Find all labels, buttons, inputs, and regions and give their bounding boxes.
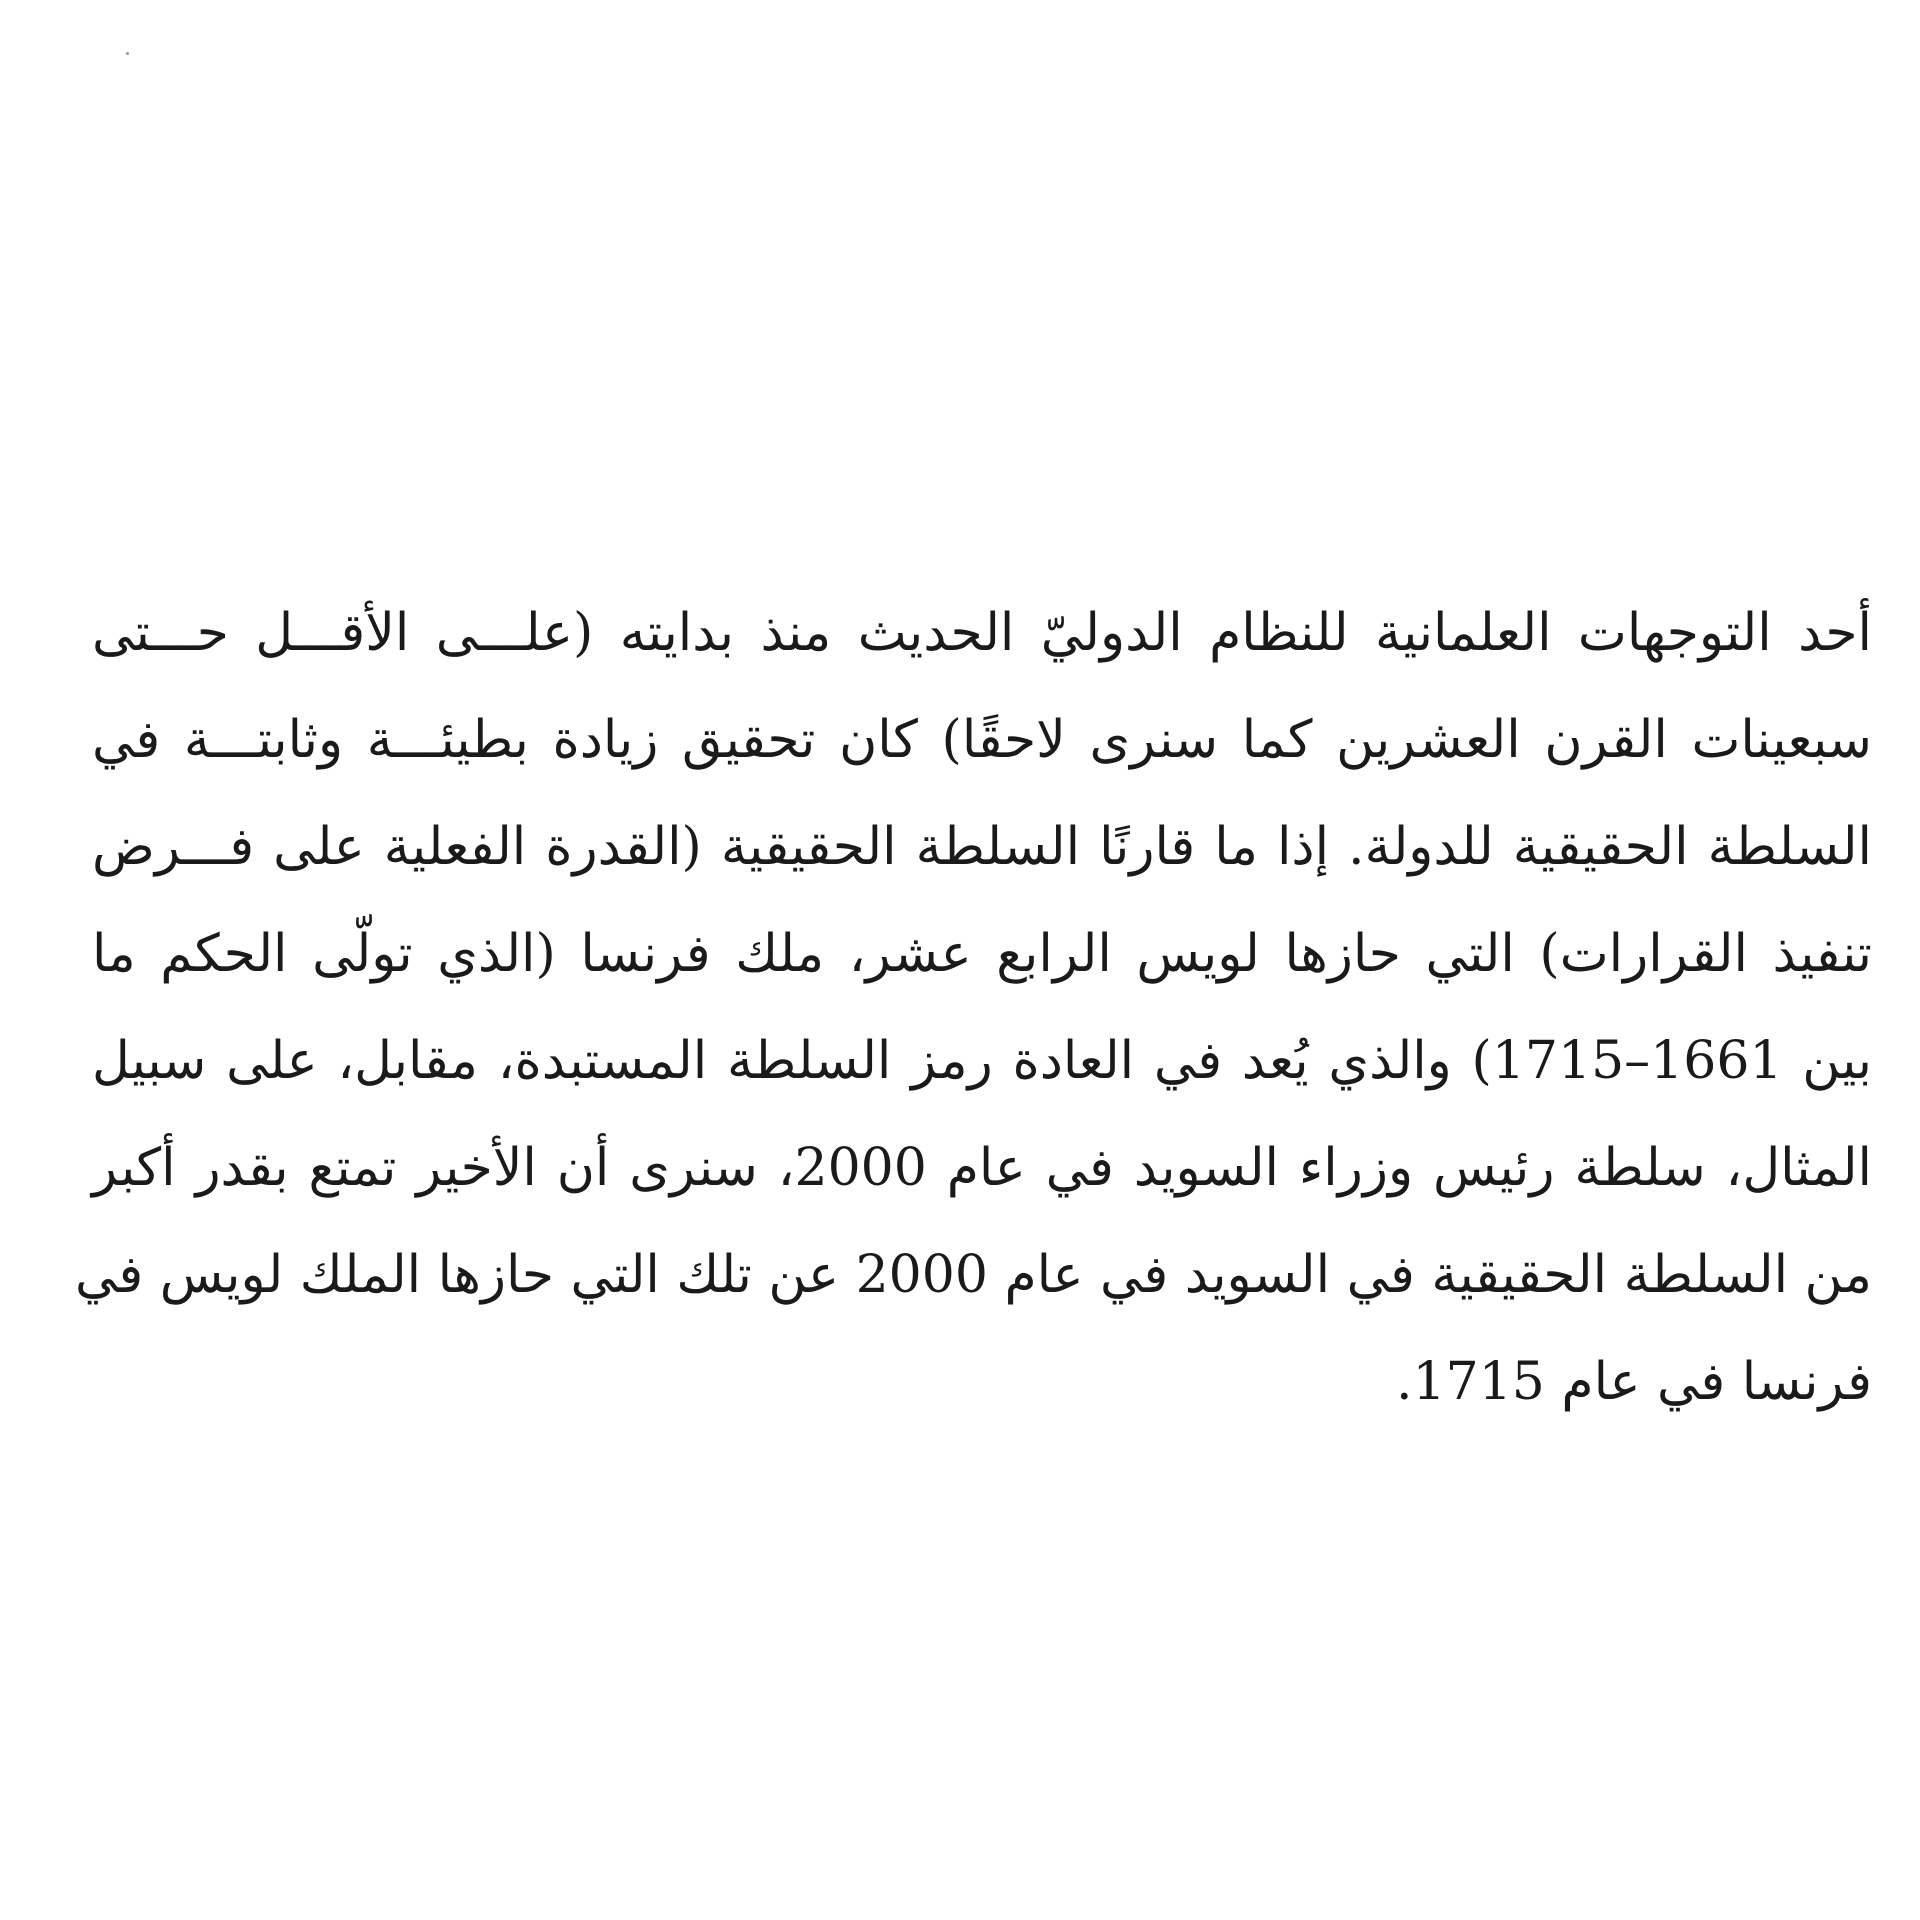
body-paragraph (74, 580, 1873, 1436)
paragraph-line: السلطة الحقيقية للدولة. إذا ما قارنًا السلطة الحقيقية (القدرة الفعلية على فـــرض (92, 817, 1872, 877)
paragraph-line: تنفيذ القرارات) التي حازها لويس الرابع عشر، ملك فرنسا (الذي تولّى الحكم ما (92, 924, 1873, 984)
paragraph-line: من السلطة الحقيقية في السويد في عام 2000 عن تلك التي حازها الملك لويس في (74, 1245, 1872, 1305)
paragraph-line: أحد التوجهات العلمانية للنظام الدوليّ الحديث منذ بدايته (علـــى الأقـــل حـــتى (92, 603, 1872, 663)
paragraph-line: بين 1661–1715) والذي يُعد في العادة رمز السلطة المستبدة، مقابل، على سبيل (92, 1031, 1873, 1091)
paragraph-line-last: فرنسا في عام 1715. (1396, 1352, 1872, 1412)
paragraph-line: سبعينات القرن العشرين كما سنرى لاحقًا) كان تحقيق زيادة بطيئـــة وثابتـــة في (92, 710, 1872, 770)
paragraph-line: المثال، سلطة رئيس وزراء السويد في عام 2000، سنرى أن الأخير تمتع بقدر أكبر (92, 1138, 1872, 1198)
scan-speck (126, 52, 129, 55)
